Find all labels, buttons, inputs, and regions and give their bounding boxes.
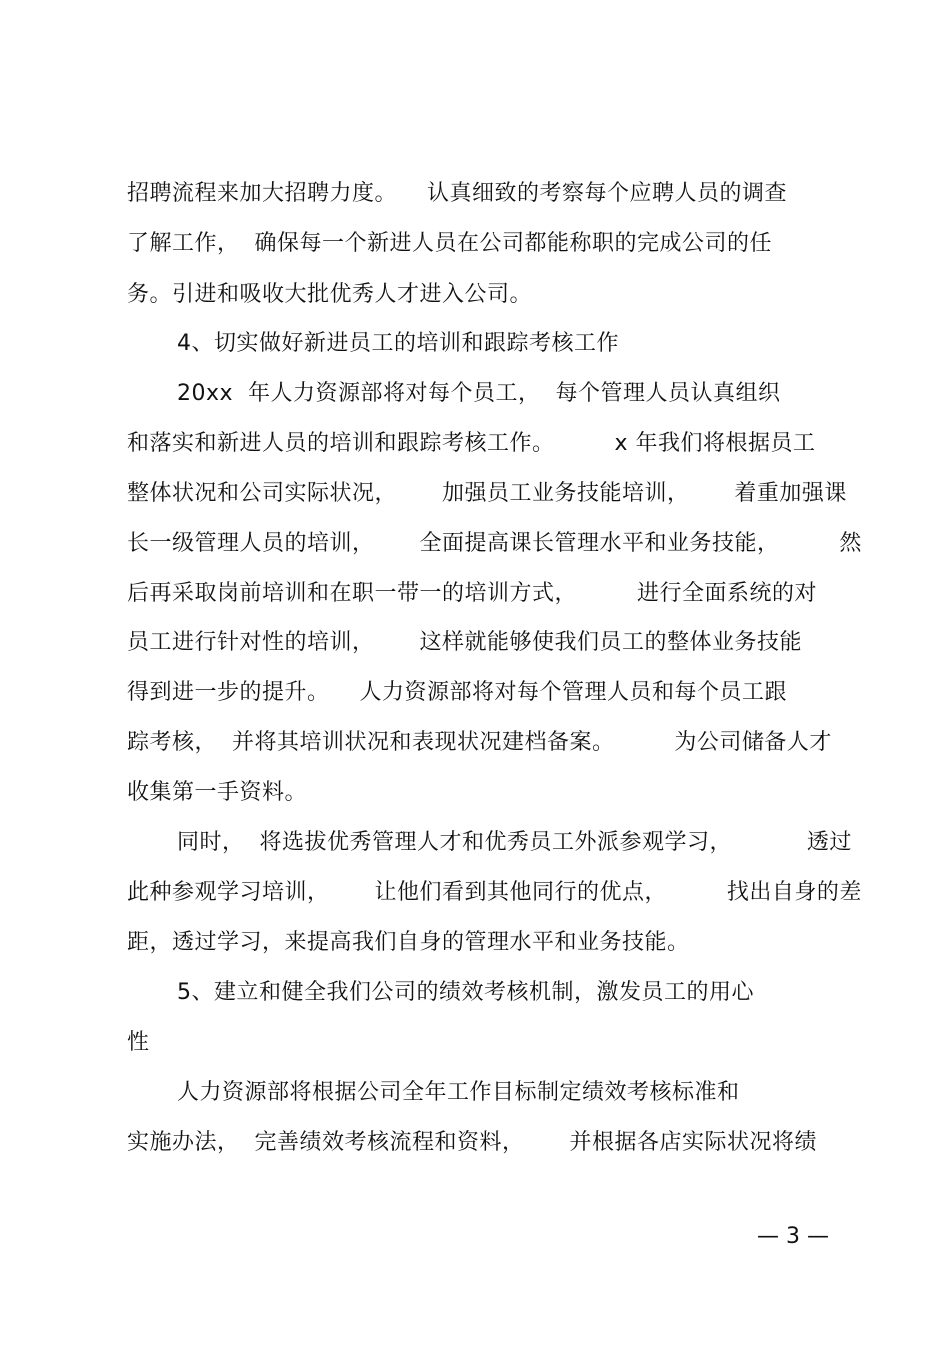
text-line: 距，透过学习，来提高我们自身的管理水平和业务技能。: [127, 930, 690, 955]
text-line: 整体状况和公司实际状况， 加强员工业务技能培训， 着重加强课: [127, 481, 847, 506]
section-heading: 4、切实做好新进员工的培训和跟踪考核工作: [177, 331, 619, 356]
text-line: 得到进一步的提升。 人力资源部将对每个管理人员和每个员工跟: [127, 680, 787, 705]
page-number: — 3 —: [757, 1224, 829, 1249]
text-line: 务。引进和吸收大批优秀人才进入公司。: [127, 282, 533, 307]
text-line: 此种参观学习培训， 让他们看到其他同行的优点， 找出自身的差: [127, 880, 862, 905]
section-heading: 性: [127, 1030, 150, 1055]
section-heading: 5、建立和健全我们公司的绩效考核机制，激发员工的用心: [177, 980, 754, 1005]
text-line: 后再采取岗前培训和在职一带一的培训方式， 进行全面系统的对: [127, 581, 817, 606]
text-line: 同时， 将选拔优秀管理人才和优秀员工外派参观学习， 透过: [177, 830, 852, 855]
text-line: 长一级管理人员的培训， 全面提高课长管理水平和业务技能， 然: [127, 531, 862, 556]
text-line: 收集第一手资料。: [127, 780, 308, 805]
text-line: 人力资源部将根据公司全年工作目标制定绩效考核标准和: [177, 1080, 740, 1105]
text-line: 实施办法， 完善绩效考核流程和资料， 并根据各店实际状况将绩: [127, 1130, 817, 1155]
text-line: 员工进行针对性的培训， 这样就能够使我们员工的整体业务技能: [127, 630, 802, 655]
text-line: 招聘流程来加大招聘力度。 认真细致的考察每个应聘人员的调查: [127, 181, 787, 206]
text-line: 和落实和新进人员的培训和跟踪考核工作。 x 年我们将根据员工: [127, 431, 816, 456]
text-line: 20xx 年人力资源部将对每个员工， 每个管理人员认真组织: [177, 381, 781, 406]
text-line: 踪考核， 并将其培训状况和表现状况建档备案。 为公司储备人才: [127, 730, 832, 755]
text-line: 了解工作， 确保每一个新进人员在公司都能称职的完成公司的任: [127, 231, 772, 256]
